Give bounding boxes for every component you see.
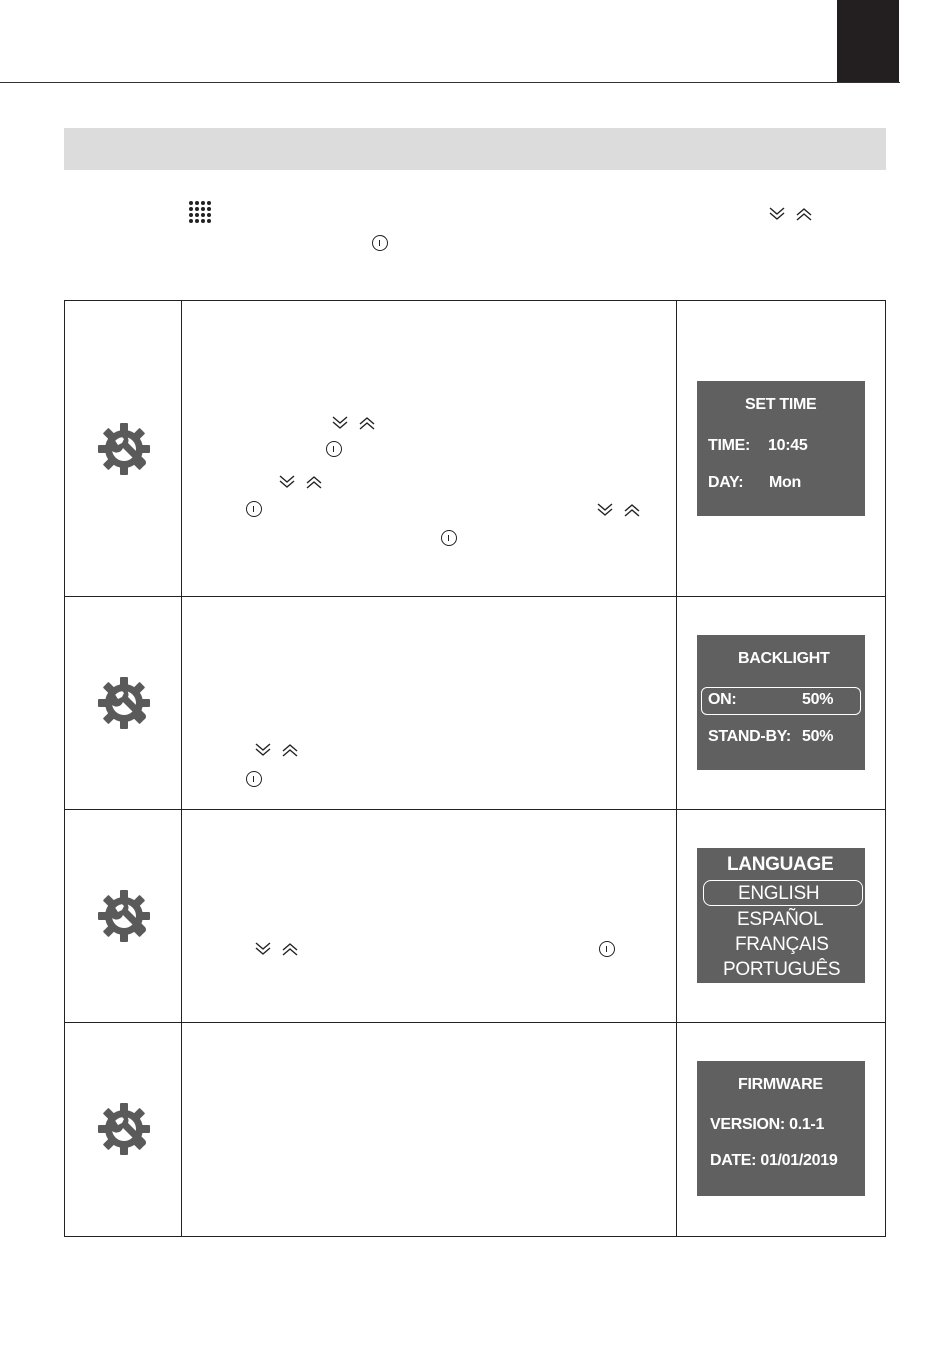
header-rule [0,82,900,83]
lcd-title: FIRMWARE [738,1076,823,1093]
settings-gear-icon [96,888,152,944]
chevron-down-icon [768,205,786,223]
lcd-value: 50% [802,691,834,708]
lcd-label: STAND-BY: [708,728,791,745]
ok-button-icon [326,441,342,457]
settings-gear-icon [96,421,152,477]
lcd-label: ON: [708,691,737,708]
table-row-language [65,810,885,1023]
chevron-down-icon [254,940,272,958]
chevron-down-icon [278,473,296,491]
language-option: FRANÇAIS [735,934,829,955]
section-title-bar [64,128,886,170]
ok-button-icon [372,235,388,251]
chevron-up-icon [795,205,813,223]
lcd-set-time [697,381,865,516]
lcd-line: DATE: 01/01/2019 [710,1152,838,1169]
chevron-up-icon [281,741,299,759]
settings-gear-icon [96,1101,152,1157]
ok-button-icon [246,501,262,517]
lcd-title: LANGUAGE [727,854,834,875]
chevron-up-icon [281,940,299,958]
lcd-value: Mon [769,474,801,491]
chevron-down-icon [331,414,349,432]
page-tab [837,0,899,82]
chevron-down-icon [254,741,272,759]
chevron-up-icon [358,414,376,432]
lcd-backlight [697,635,865,770]
lcd-value: 50% [802,728,834,745]
language-option: ENGLISH [738,883,820,904]
language-option: ESPAÑOL [737,909,824,930]
ok-button-icon [599,941,615,957]
ok-button-icon [246,771,262,787]
lcd-label: DAY: [708,474,744,491]
lcd-line: VERSION: 0.1-1 [710,1116,825,1133]
lcd-value: 10:45 [768,437,808,454]
lcd-label: TIME: [708,437,751,454]
chevron-up-icon [623,501,641,519]
language-option: PORTUGUÊS [723,959,841,980]
table-row-firmware [65,1023,885,1236]
table-row-set-time [65,301,885,597]
chevron-up-icon [305,473,323,491]
settings-table [64,300,886,1237]
lcd-firmware [697,1061,865,1196]
lcd-language [697,848,865,983]
chevron-down-icon [596,501,614,519]
menu-grid-icon [189,201,211,223]
lcd-title: SET TIME [745,396,817,413]
table-row-backlight [65,597,885,810]
lcd-title: BACKLIGHT [738,650,830,667]
ok-button-icon [441,530,457,546]
settings-gear-icon [96,675,152,731]
